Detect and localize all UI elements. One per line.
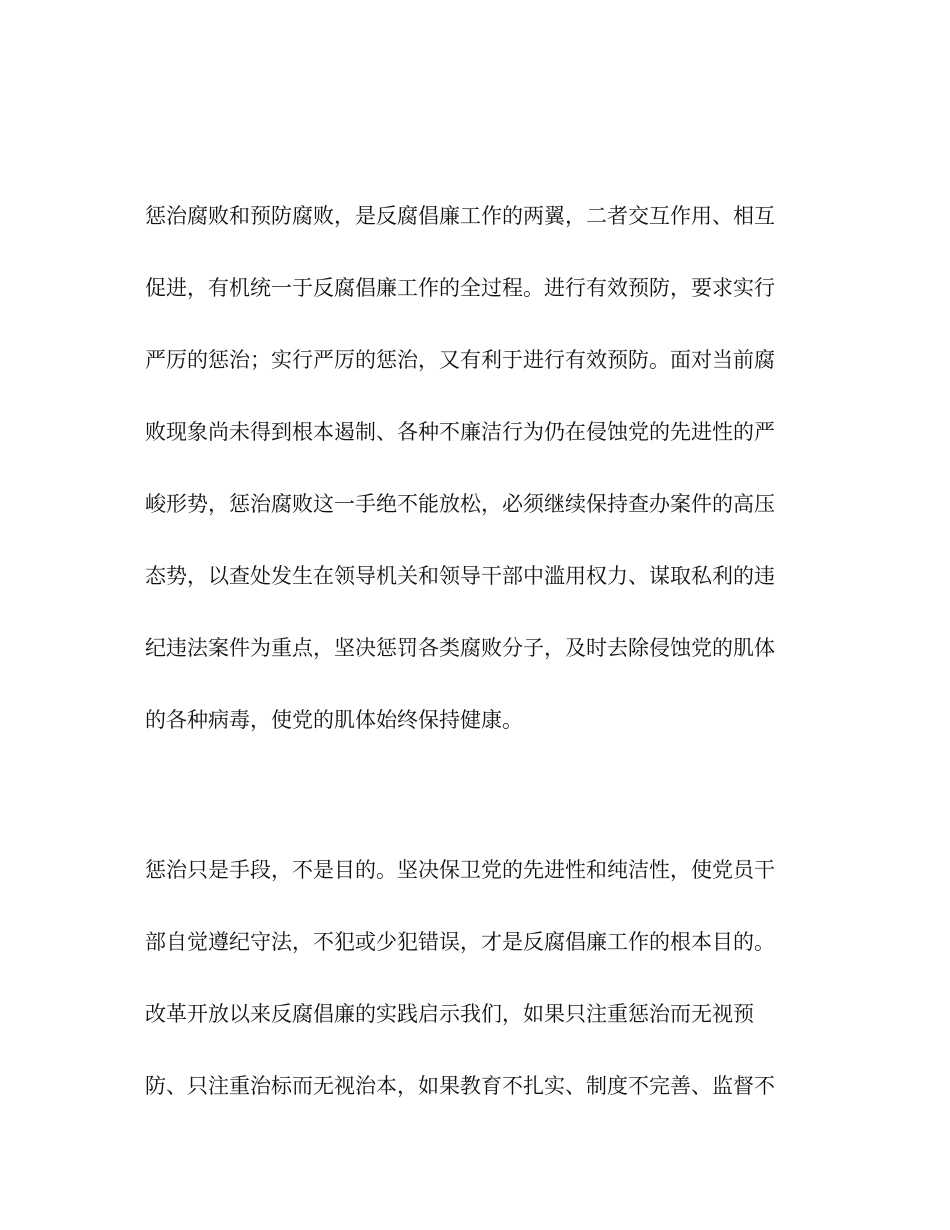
paragraph-2 — [145, 834, 805, 1122]
paragraph-1-line-1: 惩治腐败和预防腐败，是反腐倡廉工作的两翼，二者交互作用、相互 — [145, 204, 775, 228]
paragraph-1-line-7: 纪违法案件为重点，坚决惩罚各类腐败分子，及时去除侵蚀党的肌体 — [145, 636, 775, 660]
paragraph-1 — [145, 180, 805, 756]
paragraph-1-line-3: 严厉的惩治；实行严厉的惩治，又有利于进行有效预防。面对当前腐 — [145, 348, 775, 372]
paragraph-1-line-6: 态势，以查处发生在领导机关和领导干部中滥用权力、谋取私利的违 — [145, 564, 775, 588]
paragraph-2-line-2: 部自觉遵纪守法，不犯或少犯错误，才是反腐倡廉工作的根本目的。 — [145, 930, 775, 954]
paragraph-1-line-4: 败现象尚未得到根本遏制、各种不廉洁行为仍在侵蚀党的先进性的严 — [145, 420, 775, 444]
paragraph-2-line-3: 改革开放以来反腐倡廉的实践启示我们，如果只注重惩治而无视预 — [145, 1002, 754, 1026]
paragraph-1-line-5: 峻形势，惩治腐败这一手绝不能放松，必须继续保持查办案件的高压 — [145, 492, 775, 516]
paragraph-1-line-2: 促进，有机统一于反腐倡廉工作的全过程。进行有效预防，要求实行 — [145, 276, 775, 300]
paragraph-2-line-1: 惩治只是手段，不是目的。坚决保卫党的先进性和纯洁性，使党员干 — [145, 858, 775, 882]
paragraph-2-line-4: 防、只注重治标而无视治本，如果教育不扎实、制度不完善、监督不 — [145, 1074, 775, 1098]
paragraph-1-line-8: 的各种病毒，使党的肌体始终保持健康。 — [145, 708, 523, 732]
